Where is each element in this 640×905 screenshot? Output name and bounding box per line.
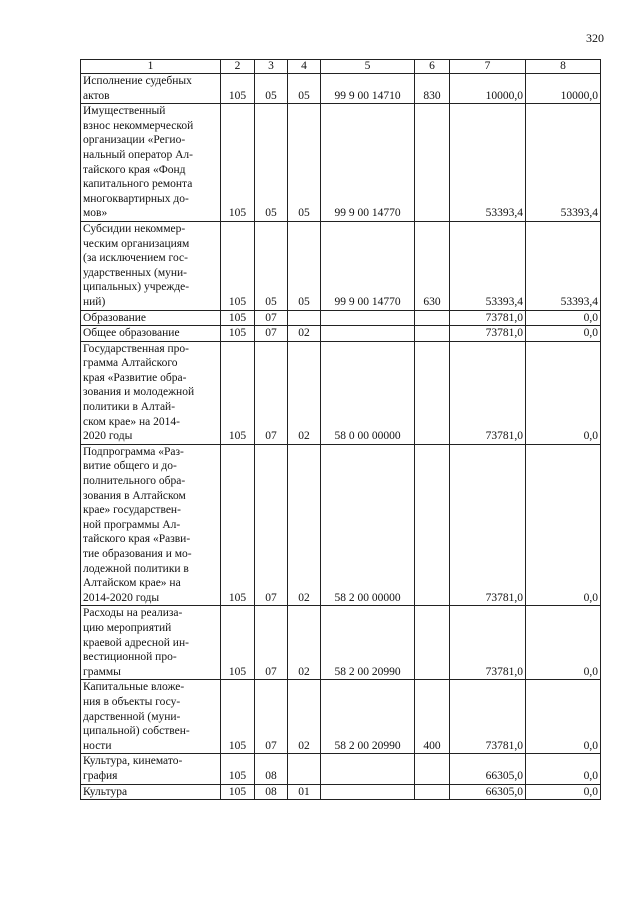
table-row <box>81 784 601 800</box>
row-c6-cell <box>415 104 450 222</box>
row-c7-cell: 73781,0 <box>450 444 526 606</box>
row-c2-cell: 105 <box>221 444 255 606</box>
row-c8-cell: 0,0 <box>526 754 601 784</box>
row-c8-cell: 53393,4 <box>526 221 601 310</box>
row-c6-cell: 400 <box>415 680 450 754</box>
row-c4-cell <box>288 310 321 326</box>
row-c5-cell: 58 2 00 20990 <box>321 606 415 680</box>
table-row <box>81 74 601 104</box>
row-name-cell: Государственная про- грамма Алтайского края «Развитие обра- зования и молодежной политики в Алтай- ском крае» на 2014- 2020 годы <box>81 341 221 444</box>
row-c5-cell <box>321 754 415 784</box>
row-c2-cell: 105 <box>221 784 255 800</box>
column-header: 5 <box>321 60 415 74</box>
row-c3-cell: 07 <box>255 680 288 754</box>
row-c8-cell: 0,0 <box>526 326 601 342</box>
row-c3-cell: 07 <box>255 606 288 680</box>
row-name-cell: Подпрограмма «Раз- витие общего и до- полнительного обра- зования в Алтайском крае» государствен- ной программы Ал- тайского края «Разви- тие образования и мо- лодежной политики в Алтайском крае» на 2014-2020 годы <box>81 444 221 606</box>
row-c3-cell: 05 <box>255 74 288 104</box>
row-c8-cell: 0,0 <box>526 784 601 800</box>
row-name-cell: Исполнение судебных актов <box>81 74 221 104</box>
row-c7-cell: 73781,0 <box>450 326 526 342</box>
row-c3-cell: 07 <box>255 444 288 606</box>
row-c5-cell <box>321 310 415 326</box>
row-c3-cell: 07 <box>255 341 288 444</box>
header-row <box>81 60 601 74</box>
row-c6-cell <box>415 341 450 444</box>
row-c8-cell: 0,0 <box>526 444 601 606</box>
row-c2-cell: 105 <box>221 104 255 222</box>
row-c6-cell <box>415 444 450 606</box>
column-header: 7 <box>450 60 526 74</box>
row-c6-cell <box>415 310 450 326</box>
row-c6-cell: 630 <box>415 221 450 310</box>
row-c7-cell: 73781,0 <box>450 310 526 326</box>
row-c8-cell: 0,0 <box>526 310 601 326</box>
row-c6-cell <box>415 326 450 342</box>
row-c4-cell: 02 <box>288 326 321 342</box>
row-c2-cell: 105 <box>221 326 255 342</box>
row-c5-cell: 58 2 00 00000 <box>321 444 415 606</box>
row-name-cell: Капитальные вложе- ния в объекты госу- дарственной (муни- ципальной) собствен- ности <box>81 680 221 754</box>
row-c7-cell: 53393,4 <box>450 104 526 222</box>
row-c3-cell: 07 <box>255 326 288 342</box>
column-header: 8 <box>526 60 601 74</box>
table-row <box>81 680 601 754</box>
row-c4-cell: 02 <box>288 444 321 606</box>
row-c8-cell: 0,0 <box>526 680 601 754</box>
row-c5-cell: 58 0 00 00000 <box>321 341 415 444</box>
row-c8-cell: 10000,0 <box>526 74 601 104</box>
table-row <box>81 221 601 310</box>
row-c4-cell: 02 <box>288 606 321 680</box>
row-c4-cell: 05 <box>288 104 321 222</box>
row-name-cell: Расходы на реализа- цию мероприятий краевой адресной ин- вестиционной про- граммы <box>81 606 221 680</box>
table-row <box>81 341 601 444</box>
row-c2-cell: 105 <box>221 680 255 754</box>
column-header: 3 <box>255 60 288 74</box>
row-c6-cell <box>415 784 450 800</box>
row-c2-cell: 105 <box>221 754 255 784</box>
row-c5-cell: 99 9 00 14770 <box>321 221 415 310</box>
row-name-cell: Культура, кинемато- графия <box>81 754 221 784</box>
row-c7-cell: 66305,0 <box>450 784 526 800</box>
row-c7-cell: 10000,0 <box>450 74 526 104</box>
row-c8-cell: 0,0 <box>526 606 601 680</box>
row-name-cell: Культура <box>81 784 221 800</box>
row-c7-cell: 73781,0 <box>450 680 526 754</box>
row-c4-cell: 05 <box>288 221 321 310</box>
row-c4-cell: 02 <box>288 680 321 754</box>
row-c2-cell: 105 <box>221 221 255 310</box>
row-c2-cell: 105 <box>221 606 255 680</box>
row-c2-cell: 105 <box>221 341 255 444</box>
row-c3-cell: 08 <box>255 784 288 800</box>
row-c5-cell <box>321 784 415 800</box>
row-name-cell: Образование <box>81 310 221 326</box>
row-name-cell: Имущественный взнос некоммерческой организации «Регио- нальный оператор Ал- тайского края «Фонд капитального ремонта многоквартирных до- мов» <box>81 104 221 222</box>
table-row <box>81 606 601 680</box>
table-row <box>81 326 601 342</box>
column-header: 2 <box>221 60 255 74</box>
row-c7-cell: 66305,0 <box>450 754 526 784</box>
row-c7-cell: 73781,0 <box>450 606 526 680</box>
row-c7-cell: 53393,4 <box>450 221 526 310</box>
row-c4-cell: 01 <box>288 784 321 800</box>
row-c4-cell: 02 <box>288 341 321 444</box>
row-c5-cell: 58 2 00 20990 <box>321 680 415 754</box>
column-header: 6 <box>415 60 450 74</box>
row-c6-cell: 830 <box>415 74 450 104</box>
row-c8-cell: 53393,4 <box>526 104 601 222</box>
row-c5-cell: 99 9 00 14770 <box>321 104 415 222</box>
row-c5-cell <box>321 326 415 342</box>
table-row <box>81 310 601 326</box>
row-c5-cell: 99 9 00 14710 <box>321 74 415 104</box>
column-header: 1 <box>81 60 221 74</box>
budget-table <box>80 59 601 800</box>
page-number: 320 <box>586 31 604 45</box>
row-c7-cell: 73781,0 <box>450 341 526 444</box>
row-c6-cell <box>415 754 450 784</box>
row-c2-cell: 105 <box>221 74 255 104</box>
table-row <box>81 754 601 784</box>
row-c3-cell: 05 <box>255 221 288 310</box>
row-c4-cell <box>288 754 321 784</box>
column-header: 4 <box>288 60 321 74</box>
row-c3-cell: 05 <box>255 104 288 222</box>
row-c2-cell: 105 <box>221 310 255 326</box>
row-c3-cell: 07 <box>255 310 288 326</box>
row-c4-cell: 05 <box>288 74 321 104</box>
row-c6-cell <box>415 606 450 680</box>
row-c3-cell: 08 <box>255 754 288 784</box>
table-row <box>81 444 601 606</box>
row-name-cell: Общее образование <box>81 326 221 342</box>
table-row <box>81 104 601 222</box>
row-c8-cell: 0,0 <box>526 341 601 444</box>
row-name-cell: Субсидии некоммер- ческим организациям (за исключением гос- ударственных (муни- ципальных) учрежде- ний) <box>81 221 221 310</box>
